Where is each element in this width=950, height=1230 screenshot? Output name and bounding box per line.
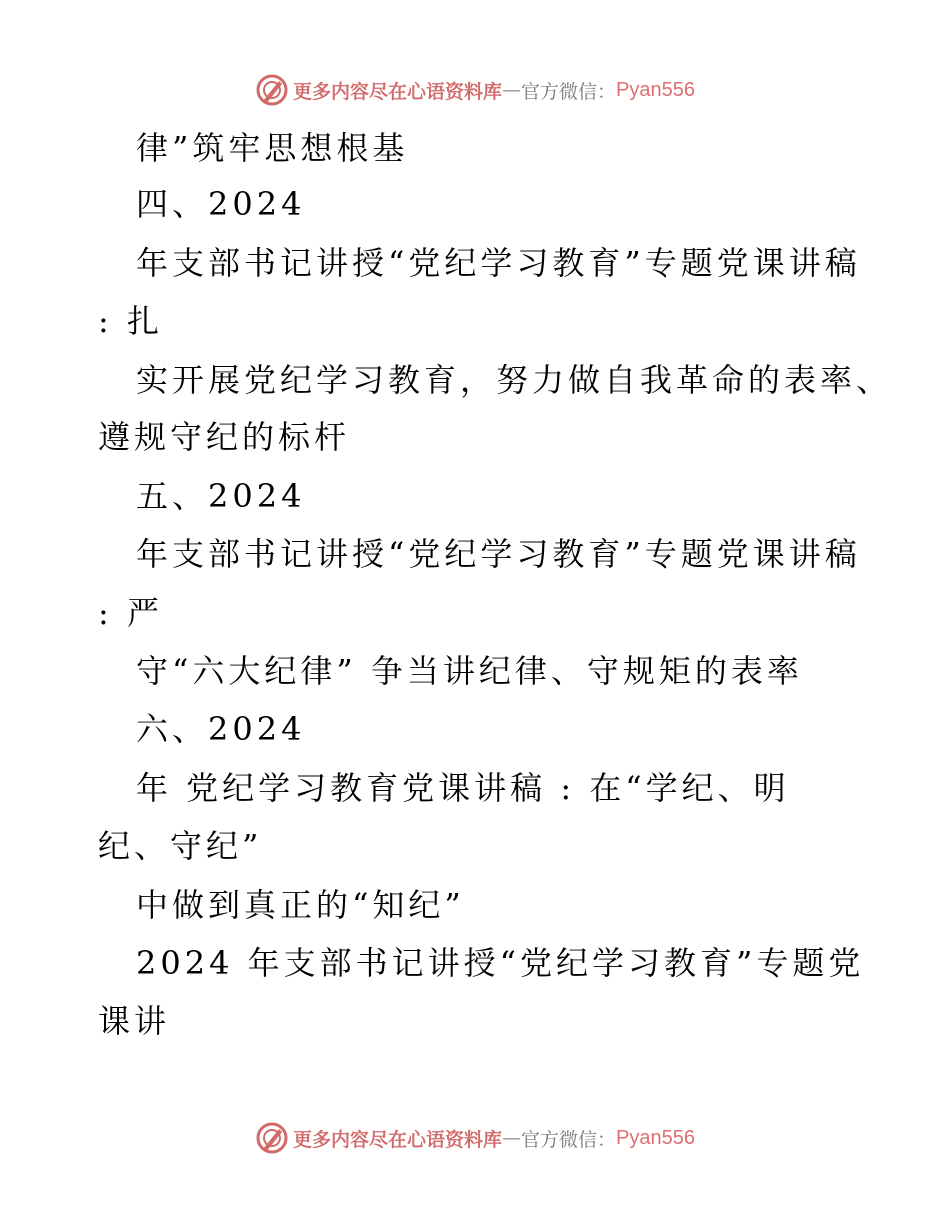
text-line: 中做到真正的“知纪” [136,886,465,924]
watermark-dash: — [502,1127,522,1149]
text-line: 四、2024 [136,185,306,223]
text-line: : 严 [98,594,163,632]
text-line: 课讲 [98,1002,171,1040]
watermark-dash: — [502,79,522,101]
footer-watermark [0,1118,950,1158]
text-line: 年支部书记讲授“党纪学习教育”专题党课讲稿 [136,244,861,282]
text-line: 六、2024 [136,710,306,748]
text-line: 年 党纪学习教育党课讲稿 : 在“学纪、明 [136,769,790,807]
text-line: 遵规守纪的标杆 [98,418,351,456]
text-line: 律”筑牢思想根基 [136,129,409,167]
text-line: 2024 年支部书记讲授“党纪学习教育”专题党 [136,944,865,982]
text-line: : 扎 [98,302,163,340]
text-line: 五、2024 [136,477,306,515]
watermark-wechat-label: 官方微信： [521,80,617,103]
text-line: 年支部书记讲授“党纪学习教育”专题党课讲稿 [136,535,861,573]
watermark-wechat-id: Pyan556 [616,78,695,101]
watermark-wechat-label: 官方微信： [521,1128,617,1151]
watermark-site-text: 更多内容尽在心语资料库 [293,80,503,103]
text-line: 纪、守纪” [98,827,263,865]
watermark-site-text: 更多内容尽在心语资料库 [293,1128,503,1151]
text-line: 实开展党纪学习教育，努力做自我革命的表率、 [136,361,893,399]
text-line: 守“六大纪律” 争当讲纪律、守规矩的表率 [136,652,803,690]
pen-circle-logo-icon [255,1121,289,1155]
pen-circle-logo-icon [255,73,289,107]
header-watermark [0,70,950,110]
watermark-wechat-id: Pyan556 [616,1126,695,1149]
